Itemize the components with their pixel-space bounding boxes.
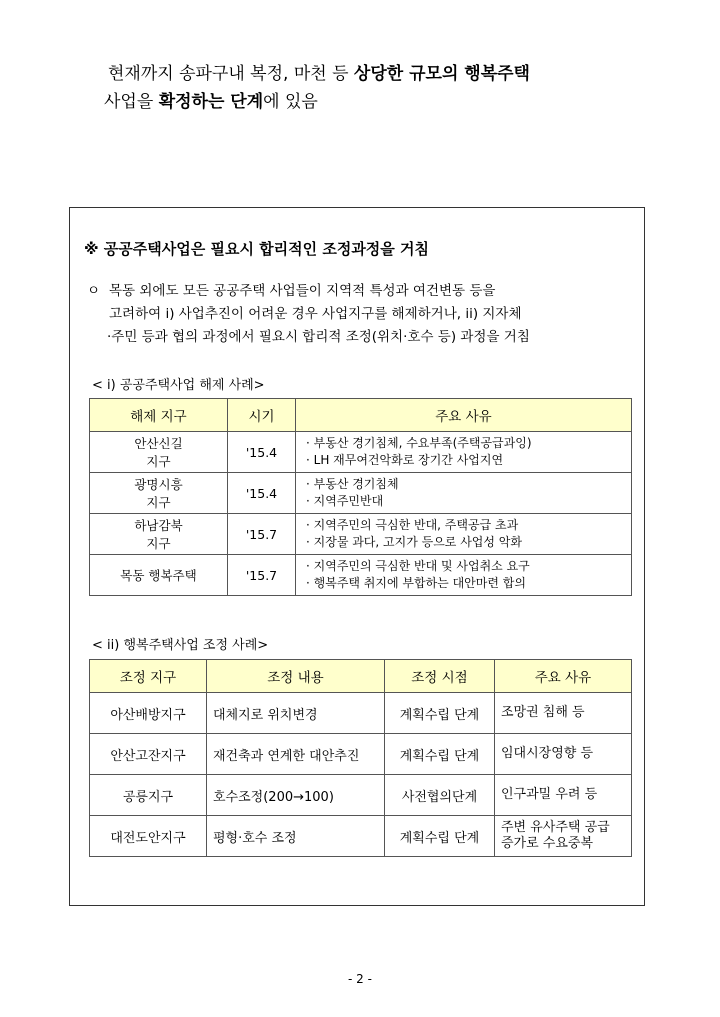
reason-item: · 부동산 경기침체 [306,477,399,491]
intro-text: 에 있음 [263,92,318,112]
intro-text: 을 [136,92,159,112]
content-cell: 재건축과 연계한 대안추진 [207,734,385,775]
intro-text: 현재까지 송파구내 복정, 마천 등 [108,64,354,84]
content-cell: 평형·호수 조정 [207,816,385,857]
table1-caption: < i) 공공주택사업 해제 사례> [92,378,265,393]
reason-cell: 주변 유사주택 공급 증가로 수요중복 [495,816,632,857]
reason-item: · 지역주민의 극심한 반대 및 사업취소 요구 [306,559,530,573]
date-cell: '15.4 [228,473,296,514]
reason-item: · 지장물 과다, 고지가 등으로 사업성 악화 [306,535,522,549]
reason-cell: 임대시장영향 등 [495,734,632,775]
district-cell: 안산신길 지구 [90,432,228,473]
date-cell: '15.7 [228,514,296,555]
table-cancel-cases [89,398,632,596]
intro-paragraph [104,60,530,116]
table-row [90,473,632,514]
content-cell: 대체지로 위치변경 [207,693,385,734]
reasons-cell [296,514,632,555]
table-adjust-cases [89,659,632,857]
bullet-line-2: 고려하여 i) 사업추진이 어려운 경우 사업지구를 해제하거나, ii) 지자체 [109,306,522,322]
header-cell: 주요 사유 [495,660,632,693]
table-header-row [90,660,632,693]
reasons-cell [296,555,632,596]
district-cell: 아산배방지구 [90,693,207,734]
header-cell: 해제 지구 [90,399,228,432]
reason-cell: 조망권 침해 등 [495,693,632,734]
header-cell: 조정 시점 [385,660,495,693]
reason-item: · LH 재무여건악화로 장기간 사업지연 [306,453,504,467]
table-row [90,514,632,555]
table-row [90,775,632,816]
header-cell: 조정 내용 [207,660,385,693]
date-cell: '15.4 [228,432,296,473]
district-cell: 목동 행복주택 [90,555,228,596]
intro-text: 사업 [104,92,137,112]
bullet-paragraph [87,280,647,349]
reason-item: · 부동산 경기침체, 수요부족(주택공급과잉) [306,436,532,450]
reason-item: · 행복주택 취지에 부합하는 대안마련 합의 [306,576,526,590]
box-heading: ※ 공공주택사업은 필요시 합리적인 조정과정을 거침 [84,240,429,258]
district-cell: 공릉지구 [90,775,207,816]
reasons-cell [296,473,632,514]
district-cell: 대전도안지구 [90,816,207,857]
header-cell: 주요 사유 [296,399,632,432]
header-cell: 시기 [228,399,296,432]
bullet-line-1 [87,280,647,303]
table-row [90,816,632,857]
timing-cell: 계획수립 단계 [385,816,495,857]
header-cell: 조정 지구 [90,660,207,693]
reason-item: · 지역주민반대 [306,494,384,508]
bullet-line-3: ·주민 등과 협의 과정에서 필요시 합리적 조정(위치·호수 등) 과정을 거침 [107,329,530,345]
table-row [90,693,632,734]
intro-line-1 [108,60,530,88]
intro-emphasis: 상당한 규모의 행복주택 [353,64,530,84]
bullet-text: 목동 외에도 모든 공공주택 사업들이 지역적 특성과 여건변동 등을 [109,283,496,299]
intro-line-2 [104,88,530,116]
content-cell: 호수조정(200→100) [207,775,385,816]
timing-cell: 계획수립 단계 [385,693,495,734]
bullet-mark: ㅇ [87,283,101,299]
district-cell: 안산고잔지구 [90,734,207,775]
table-row [90,555,632,596]
timing-cell: 계획수립 단계 [385,734,495,775]
reason-item: · 지역주민의 극심한 반대, 주택공급 초과 [306,518,519,532]
timing-cell: 사전협의단계 [385,775,495,816]
table-row [90,734,632,775]
table2-caption: < ii) 행복주택사업 조정 사례> [92,638,269,653]
date-cell: '15.7 [228,555,296,596]
reasons-cell [296,432,632,473]
district-cell: 광명시흥 지구 [90,473,228,514]
table-header-row [90,399,632,432]
table-row [90,432,632,473]
content-box [69,207,645,906]
intro-emphasis: 확정하는 단계 [158,92,264,112]
reason-cell: 인구과밀 우려 등 [495,775,632,816]
district-cell: 하남감북 지구 [90,514,228,555]
page-number: - 2 - [348,972,372,986]
